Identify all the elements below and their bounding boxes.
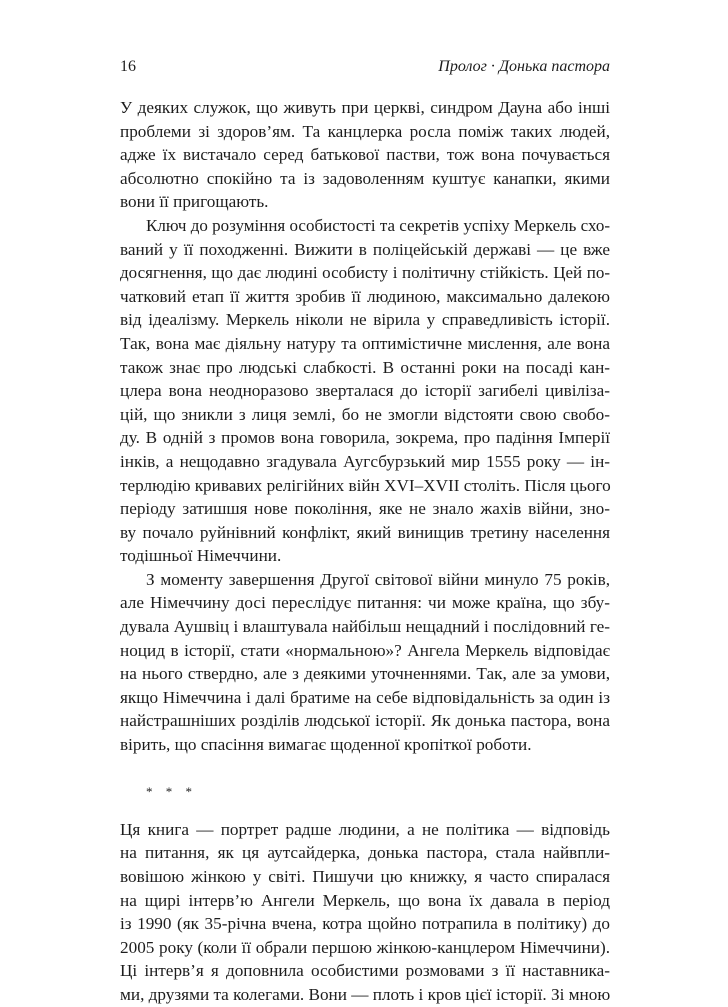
text-line: на нього ствердно, але з деякими уточненнями. Так, але за умови, xyxy=(120,664,610,684)
text-line: чатковий етап її життя зробив її людиною, максимально далекою xyxy=(120,286,610,306)
text-line: але Німеччину досі переслідує питання: чи може країна, що збу- xyxy=(120,593,610,613)
text-line: ваний у її походженні. Вижити в поліцейській державі — це вже xyxy=(120,239,610,259)
text-line: на щирі інтерв’ю Ангели Меркель, що вона їх давала в період xyxy=(120,890,610,910)
text-line: абсолютно спокійно та із задоволенням куштує канапки, якими xyxy=(120,168,610,188)
text-line: також знає про людські слабкості. В останні роки на посаді кан- xyxy=(120,357,610,377)
text-line: цій, що зникли з лиця землі, бо не змогли відстояти свою свобо- xyxy=(120,404,610,424)
paragraph xyxy=(120,96,610,214)
text-line: інків, а нещодавно згадувала Аугсбурзький мир 1555 року — ін- xyxy=(120,451,610,471)
text-line: терлюдію кривавих релігійних війн XVI–XVII століть. Після цього xyxy=(120,475,611,495)
text-line: найстрашніших розділів людської історії. Як донька пастора, вона xyxy=(120,711,610,731)
text-line: на питання, як ця аутсайдерка, донька пастора, стала найвпли- xyxy=(120,843,610,863)
text-line: Ця книга — портрет радше людини, а не політика — відповідь xyxy=(120,819,610,839)
text-line: Ці інтерв’я я доповнила особистими розмовами з її наставника- xyxy=(120,961,610,981)
page-number: 16 xyxy=(120,58,136,75)
text-line: із 1990 (як 35-річна вчена, котра щойно потрапила в політику) до xyxy=(120,914,610,934)
text-line: ву почало руйнівний конфлікт, який винищив третину населення xyxy=(120,522,610,542)
text-line: вірить, що спасіння вимагає щоденної кропіткої роботи. xyxy=(120,735,532,755)
text-line: досягнення, що дає людині особисту і політичну стійкість. Цей по- xyxy=(120,263,610,283)
text-line: адже їх вистачало серед батькової пастви, тож вона почувається xyxy=(120,145,610,165)
page-header xyxy=(120,58,610,80)
text-line: ноцид в історії, стати «нормальною»? Ангела Меркель відповідає xyxy=(120,640,610,660)
text-line: У деяких служок, що живуть при церкві, синдром Дауна або інші xyxy=(120,98,610,117)
running-head: Пролог · Донька пастора xyxy=(438,58,610,75)
text-line: дувала Аушвіц і влаштувала найбільш нещадний і послідовний ге- xyxy=(120,617,610,637)
text-line: ми, друзями та колегами. Вони — плоть і кров цієї історії. Зі мною xyxy=(120,984,611,1004)
text-line: якщо Німеччина і далі братиме на себе відповідальність за один із xyxy=(120,687,610,707)
text-line: вони її пригощають. xyxy=(120,192,269,212)
text-line: від ідеалізму. Меркель ніколи не вірила у справедливість історії. xyxy=(120,310,610,330)
text-line: 2005 року (коли її обрали першою жінкою-канцлером Німеччини). xyxy=(120,937,610,957)
paragraph xyxy=(120,214,610,568)
paragraph xyxy=(120,818,610,1007)
text-line: Так, вона має діяльну натуру та оптимістичне мислення, але вона xyxy=(120,333,610,353)
body-text xyxy=(120,96,610,1007)
text-line: періоду затишшя нове покоління, яке не знало жахів війни, зно- xyxy=(120,499,610,519)
paragraph xyxy=(120,568,610,757)
text-line: проблеми зі здоров’ям. Та канцлерка росла поміж таких людей, xyxy=(120,121,610,141)
text-line: цлера вона неодноразово зверталася до історії загибелі цивіліза- xyxy=(120,381,610,401)
text-line: тодішньої Німеччини. xyxy=(120,546,282,566)
text-line: ду. В одній з промов вона говорила, зокрема, про падіння Імперії xyxy=(120,428,610,448)
section-break: * * * xyxy=(146,784,197,800)
text-line: вовішою жінкою у світі. Пишучи цю книжку, я часто спиралася xyxy=(120,867,610,886)
text-line: З моменту завершення Другої світової війни минуло 75 років, xyxy=(146,569,610,589)
text-line: Ключ до розуміння особистості та секретів успіху Меркель схо- xyxy=(146,215,610,235)
